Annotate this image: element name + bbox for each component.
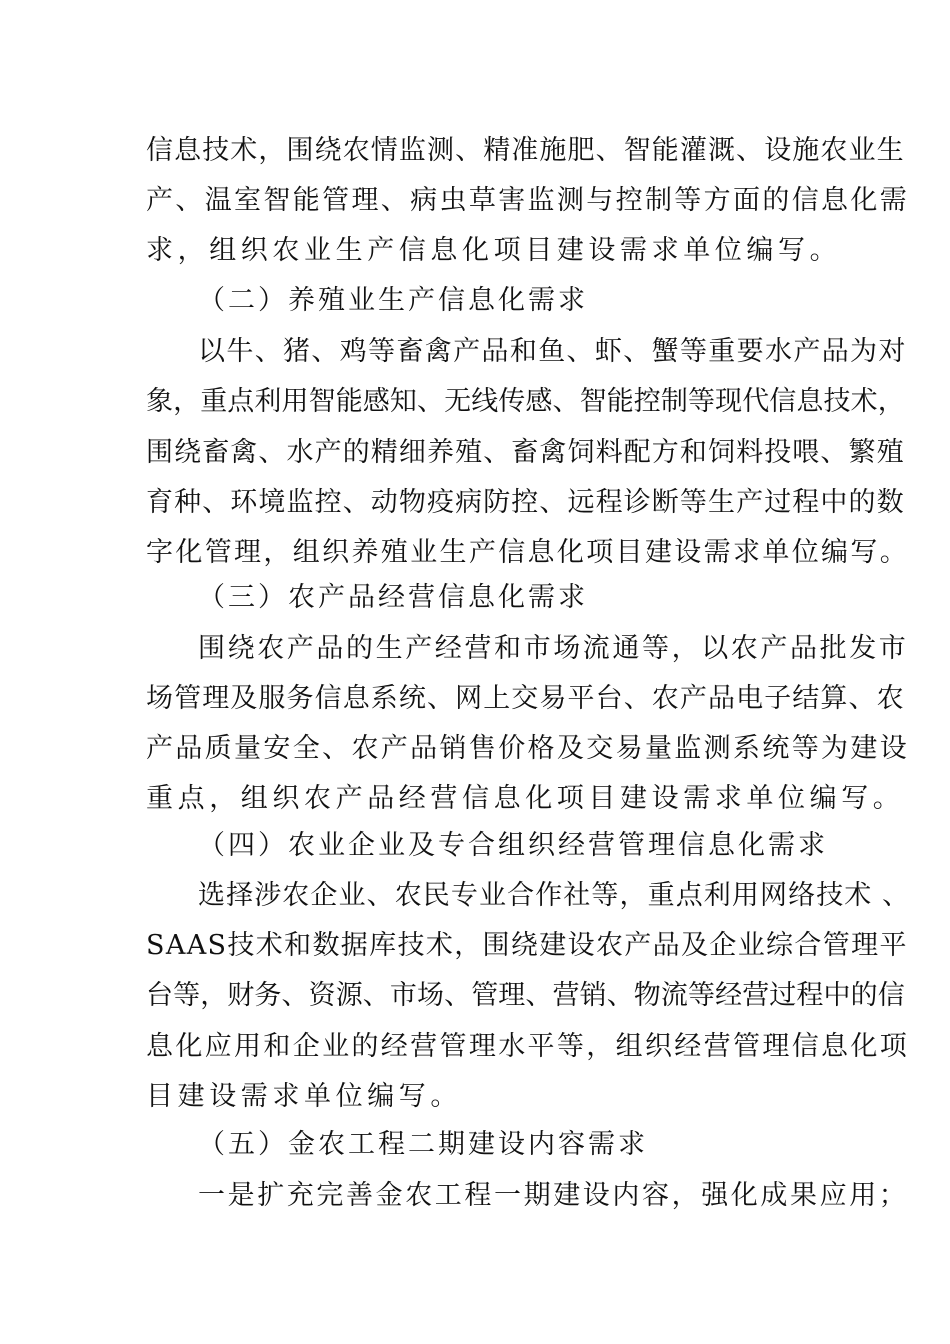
paragraph-line: 围绕农产品的生产经营和市场流通等，以农产品批发市: [198, 633, 909, 664]
section-heading-2: （二）养殖业生产信息化需求: [198, 285, 588, 316]
section-heading-4: （四）农业企业及专合组织经营管理信息化需求: [198, 830, 828, 861]
section-heading-5: （五）金农工程二期建设内容需求: [198, 1129, 648, 1160]
paragraph-line: 育种、环境监控、动物疫病防控、远程诊断等生产过程中的数: [146, 487, 905, 518]
paragraph-line: 息化应用和企业的经营管理水平等，组织经营管理信息化项: [146, 1031, 910, 1062]
paragraph-line: 围绕畜禽、水产的精细养殖、畜禽饲料配方和饲料投喂、繁殖: [146, 437, 905, 468]
paragraph-line: 一是扩充完善金农工程一期建设内容，强化成果应用；: [198, 1180, 909, 1211]
paragraph-line: 选择涉农企业、农民专业合作社等，重点利用网络技术 、: [198, 880, 911, 911]
paragraph-line: 场管理及服务信息系统、网上交易平台、农产品电子结算、农: [146, 683, 905, 714]
paragraph-line: SAAS技术和数据库技术，围绕建设农产品及企业综合管理平: [146, 930, 908, 961]
paragraph-line: 产、温室智能管理、病虫草害监测与控制等方面的信息化需: [146, 185, 910, 216]
paragraph-line: 求，组织农业生产信息化项目建设需求单位编写。: [146, 235, 842, 266]
paragraph-line: 信息技术，围绕农情监测、精准施肥、智能灌溉、设施农业生: [146, 135, 905, 166]
paragraph-line: 字化管理，组织养殖业生产信息化项目建设需求单位编写。: [146, 537, 910, 568]
paragraph-line: 产品质量安全、农产品销售价格及交易量监测系统等为建设: [146, 733, 910, 764]
paragraph-line: 以牛、猪、鸡等畜禽产品和鱼、虾、蟹等重要水产品为对: [198, 336, 907, 367]
paragraph-line: 重点，组织农产品经营信息化项目建设需求单位编写。: [146, 783, 905, 814]
paragraph-line: 象，重点利用智能感知、无线传感、智能控制等现代信息技术，: [146, 386, 905, 417]
paragraph-line: 台等，财务、资源、市场、管理、营销、物流等经营过程中的信: [146, 980, 905, 1011]
section-heading-3: （三）农产品经营信息化需求: [198, 582, 588, 613]
paragraph-line: 目建设需求单位编写。: [146, 1081, 462, 1112]
